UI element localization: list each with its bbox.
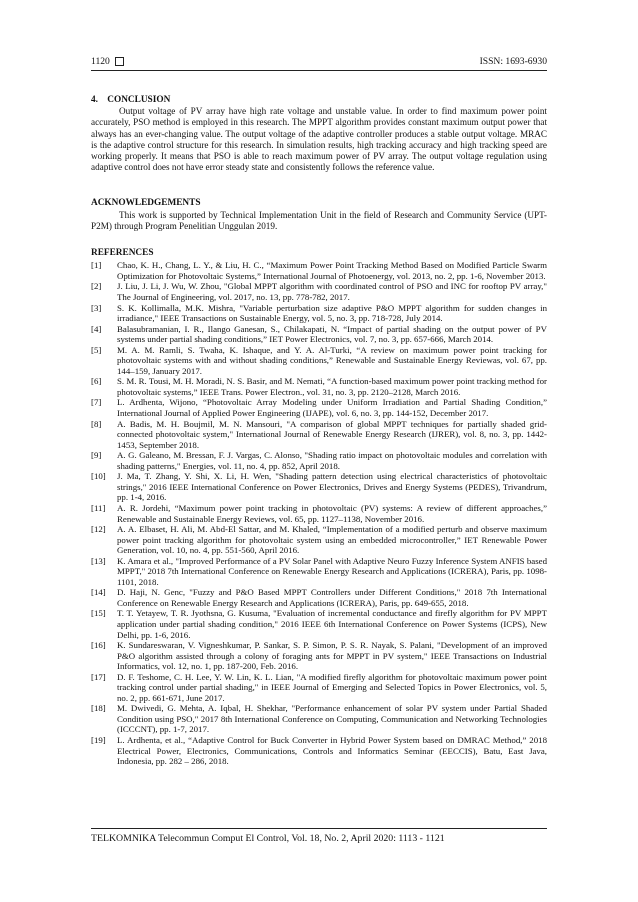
reference-number: [9] xyxy=(91,450,102,461)
reference-item xyxy=(91,324,547,345)
reference-item xyxy=(91,703,547,735)
reference-item xyxy=(91,503,547,524)
reference-text: M. A. M. Ramli, S. Twaha, K. Ishaque, and Y. A. Al-Turki, “A review on maximum power point tracking for photovoltaic systems with and without shading conditions,” Renewable and Sustainable Energy Reviewas, vol. 67, pp. 144–159, January 2017. xyxy=(117,344,547,376)
reference-text: Balasubramanian, I. R., Ilango Ganesan, S., Chilakapati, N. “Impact of partial shading on the output power of PV systems under partial shading conditions,” IET Power Electronics, vol. 7, no. 3, pp. 657-666, March 2014. xyxy=(117,323,547,345)
conclusion-heading: 4. CONCLUSION xyxy=(91,95,171,105)
acknowledgements-paragraph: This work is supported by Technical Implementation Unit in the field of Research and Community Service (UPT-P2M) through Program Penelitian Unggulan 2019. xyxy=(91,209,547,232)
conclusion-section xyxy=(91,95,547,174)
reference-number: [3] xyxy=(91,302,102,313)
reference-number: [5] xyxy=(91,344,102,355)
reference-item xyxy=(91,640,547,672)
reference-number: [8] xyxy=(91,418,102,429)
reference-number: [17] xyxy=(91,671,106,682)
reference-item xyxy=(91,397,547,418)
references-heading: REFERENCES xyxy=(91,248,154,259)
reference-number: [16] xyxy=(91,640,106,651)
reference-text: L. Ardhenta, et al., “Adaptive Control for Buck Converter in Hybrid Power System based on DMRAC Method,” 2018 Electrical Power, Electronics, Communications, Controls and Informatics Seminar (EECCIS), Batu, East Java, Indonesia, pp. 282 – 286, 2018. xyxy=(117,734,547,767)
reference-item xyxy=(91,735,547,767)
reference-item xyxy=(91,587,547,608)
reference-text: S. M. R. Tousi, M. H. Moradi, N. S. Basir, and M. Nemati, “A function-based maximum power point tracking method for photovoltaic systems,” IEEE Trans. Power Electron., vol. 31, no. 3, pp. 2120–2128, March 2016. xyxy=(117,376,547,397)
reference-number: [15] xyxy=(91,608,106,619)
reference-number: [4] xyxy=(91,323,102,334)
reference-text: T. T. Yetayew, T. R. Jyothsna, G. Kusuma, "Evaluation of incremental conductance and firefly algorithm for PV MPPT application under partial shading condition," 2016 IEEE 6th International Conference on Power Systems (ICPS), New Delhi, pp. 1-6, 2016. xyxy=(117,608,547,640)
conclusion-paragraph: Output voltage of PV array have high rate voltage and unstable value. In order to find maximum power point accurately, PSO method is employed in this research. The MPPT algorithm provides constant maximum output power that always has an ever-changing value. The output voltage of the adaptive controller produces a stable output voltage. MRAC is the adaptive control structure for this research. In simulation results, high tracking accuracy and high tracking speed are working properly. It means that PSO is able to reach maximum power of PV array. The output voltage regulation using adaptive control does not have error steady state and consistently follows the reference value. xyxy=(91,106,547,173)
reference-number: [6] xyxy=(91,376,102,387)
journal-citation: TELKOMNIKA Telecommun Comput El Control, Vol. 18, No. 2, April 2020: 1113 - 1121 xyxy=(91,833,445,844)
reference-item xyxy=(91,260,547,281)
reference-text: Chao, K. H., Chang, L. Y., & Liu, H. C., “Maximum Power Point Tracking Method Based on Modified Particle Swarm Optimization for Photovoltaic Systems,” International Journal of Photoenergy, vol. 2013, no. 2, pp. 1-6, November 2013. xyxy=(117,260,547,281)
reference-text: S. K. Kollimalla, M.K. Mishra, "Variable perturbation size adaptive P&O MPPT algorithm for sudden changes in irradiance," IEEE Transactions on Sustainable Energy, vol. 5, no. 3, pp. 718-728, July 2014. xyxy=(117,302,547,324)
reference-number: [12] xyxy=(91,524,106,535)
reference-number: [1] xyxy=(91,260,102,271)
reference-text: A. A. Elbaset, H. Ali, M. Abd-El Sattar, and M. Khaled, “Implementation of a modified perturb and observe maximum power point tracking algorithm for photovoltaic system using an embedded microcontroller,” IET Renewable Power Generation, vol. 10, no. 4, pp. 551-560, April 2016. xyxy=(117,524,547,556)
reference-item xyxy=(91,419,547,451)
reference-item xyxy=(91,672,547,704)
reference-list xyxy=(91,260,547,766)
reference-item xyxy=(91,450,547,471)
reference-number: [14] xyxy=(91,587,106,598)
reference-item xyxy=(91,303,547,324)
issn-label: ISSN: 1693-6930 xyxy=(479,56,547,67)
reference-number: [2] xyxy=(91,281,102,292)
reference-text: A. G. Galeano, M. Bressan, F. J. Vargas, C. Alonso, "Shading ratio impact on photovoltaic modules and correlation with shading patterns," Energies, vol. 11, no. 4, pp. 852, April 2018. xyxy=(117,450,547,471)
reference-number: [19] xyxy=(91,734,106,745)
reference-number: [10] xyxy=(91,471,106,482)
reference-item xyxy=(91,524,547,556)
reference-text: D. F. Teshome, C. H. Lee, Y. W. Lin, K. L. Lian, "A modified firefly algorithm for photovoltaic maximum power point tracking control under partial shading," in IEEE Journal of Emerging and Selected Topics in Power Electronics, vol. 5, no. 2, pp. 661-671, June 2017. xyxy=(117,671,547,703)
page-footer xyxy=(91,828,547,844)
reference-item xyxy=(91,345,547,377)
reference-item xyxy=(91,556,547,588)
reference-item xyxy=(91,608,547,640)
reference-item xyxy=(91,281,547,302)
acknowledgements-section xyxy=(91,198,547,233)
reference-number: [18] xyxy=(91,703,106,714)
reference-text: D. Haji, N. Genc, "Fuzzy and P&O Based MPPT Controllers under Different Conditions," 2018 7th International Conference on Renewable Energy Research and Applications (ICRERA), Paris, pp. 649-655, 2018. xyxy=(117,587,547,608)
reference-text: J. Liu, J. Li, J. Wu, W. Zhou, "Global MPPT algorithm with coordinated control of PSO and INC for rooftop PV array," The Journal of Engineering, vol. 2017, no. 13, pp. 778-782, 2017. xyxy=(117,281,547,303)
reference-text: J. Ma, T. Zhang, Y. Shi, X. Li, H. Wen, "Shading pattern detection using electrical characteristics of photovoltaic strings," 2016 IEEE International Conference on Power Electronics, Drives and Energy Systems (PEDES), Trivandrum, pp. 1-4, 2016. xyxy=(117,471,547,503)
acknowledgements-heading: ACKNOWLEDGEMENTS xyxy=(91,197,201,208)
reference-item xyxy=(91,376,547,397)
reference-item xyxy=(91,471,547,503)
reference-number: [11] xyxy=(91,502,106,513)
reference-text: M. Dwivedi, G. Mehta, A. Iqbal, H. Shekhar, "Performance enhancement of solar PV system under Partial Shaded Condition using PSO," 2017 8th International Conference on Computing, Communication and Networking Technologies (ICCCNT), pp. 1-7, 2017. xyxy=(117,703,547,735)
reference-text: A. Badis, M. H. Boujmil, M. N. Mansouri, "A comparison of global MPPT techniques for partially shaded grid-connected photovoltaic system," International Journal of Renewable Energy Research (IJRER), vol. 8, no. 3, pp. 1442-1453, September 2018. xyxy=(117,418,547,450)
reference-text: A. R. Jordehi, “Maximum power point tracking in photovoltaic (PV) systems: A review of different approaches,” Renewable and Sustainable Energy Reviews, vol. 65, pp. 1127–1138, November 2016. xyxy=(117,502,547,524)
reference-number: [13] xyxy=(91,555,106,566)
square-box-icon xyxy=(115,57,124,66)
reference-text: K. Amara et al., "Improved Performance of a PV Solar Panel with Adaptive Neuro Fuzzy Inference System ANFIS based MPPT," 2018 7th International Conference on Renewable Energy Research and Applications (ICRERA), Paris, pp. 1098-1101, 2018. xyxy=(117,555,547,587)
page-header xyxy=(91,56,547,71)
reference-number: [7] xyxy=(91,397,102,408)
page-number: 1120 xyxy=(91,56,110,67)
references-section xyxy=(91,248,547,766)
page-body xyxy=(91,56,547,767)
reference-text: K. Sundareswaran, V. Vigneshkumar, P. Sankar, S. P. Simon, P. S. R. Nayak, S. Palani, "Development of an improved P&O algorithm assisted through a colony of foraging ants for MPPT in PV system," IEEE Transactions on Industrial Informatics, vol. 12, no. 1, pp. 187-200, Feb. 2016. xyxy=(117,640,547,672)
reference-text: L. Ardhenta, Wijono, “Photovoltaic Array Modeling under Uniform Irradiation and Partial Shading Condition,” International Journal of Applied Power Engineering (IJAPE), vol. 6, no. 3, pp. 144-152, December 2017. xyxy=(117,397,547,419)
